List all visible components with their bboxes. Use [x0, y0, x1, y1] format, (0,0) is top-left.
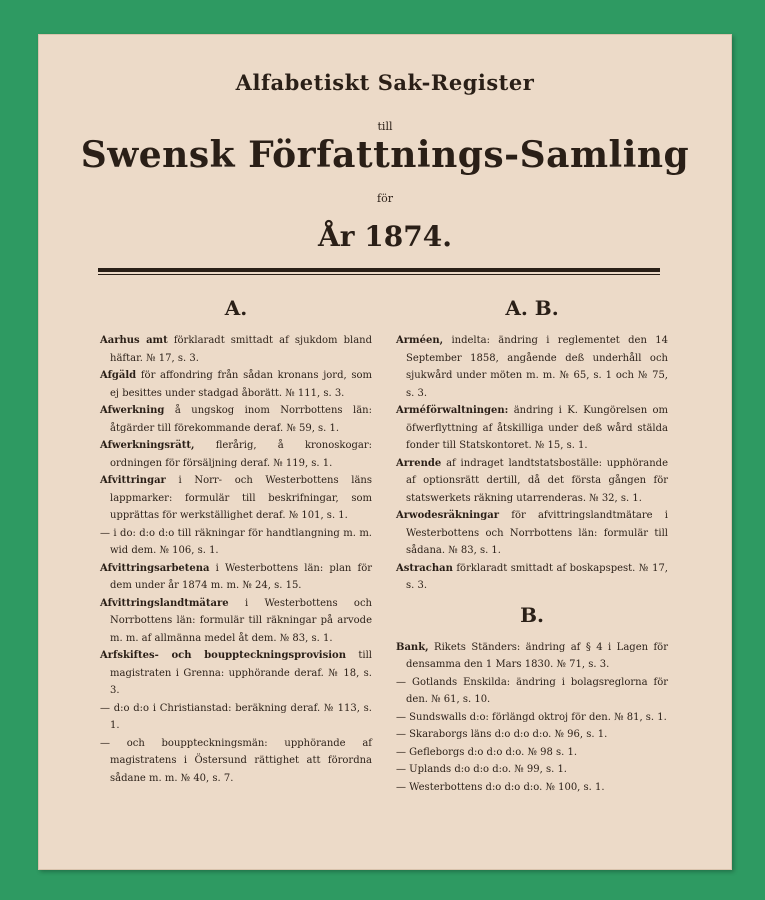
index-entry: [100, 332, 372, 367]
index-entry: [396, 455, 668, 508]
for-word: för: [377, 192, 393, 205]
entry-text: i Westerbottens län: plan för dem under år 1874 m. m. № 24, s. 15.: [110, 562, 372, 591]
index-entry: [396, 674, 668, 709]
entry-text: flerårig, å kronoskogar: ordningen för försäljning deraf. № 119, s. 1.: [110, 440, 372, 469]
header-rule-thin: [98, 274, 660, 275]
entry-text: — Skaraborgs läns d:o d:o d:o. № 96, s. 1.: [396, 729, 608, 740]
index-entry: [396, 560, 668, 595]
entry-keyword: Bank,: [396, 641, 429, 653]
entry-text: Rikets Ständers: ändring af § 4 i Lagen för densamma den 1 Mars 1830. № 71, s. 3.: [406, 641, 668, 670]
entry-text: å ungskog inom Norrbottens län: åtgärder till förekommande deraf. № 59, s. 1.: [110, 405, 372, 434]
entry-keyword: Arwodesräkningar: [396, 510, 500, 521]
index-entry: [100, 700, 372, 735]
entry-keyword: Afwerkning: [100, 405, 165, 416]
entry-text: förklaradt smittadt af sjukdom bland häftar. № 17, s. 3.: [110, 335, 372, 364]
entry-text: förklaradt smittadt af boskapspest. № 17, s. 3.: [406, 562, 668, 591]
entry-keyword: Arméförwaltningen:: [396, 405, 509, 416]
index-entry: [100, 595, 372, 648]
right-entries-b: [396, 639, 668, 797]
index-entry: [396, 761, 668, 779]
entry-text: — Uplands d:o d:o d:o. № 99, s. 1.: [396, 764, 567, 775]
index-entry: [396, 744, 668, 762]
left-column: [100, 294, 372, 787]
entry-keyword: Afwerkningsrätt,: [100, 440, 195, 451]
index-entry: [396, 709, 668, 727]
entry-text: indelta: ändring i reglementet den 14 September 1858, angående deß underhåll och sjukwård under möten m. m. № 65, s. 1 och № 75, s. 3.: [406, 335, 668, 399]
left-entries: [100, 332, 372, 787]
entry-text: — Sundswalls d:o: förlängd oktroj för den. № 81, s. 1.: [396, 711, 667, 723]
entry-keyword: Arfskiftes- och bouppteckningsprovision: [100, 650, 346, 661]
index-entry: [100, 560, 372, 595]
entry-keyword: Afvittringsarbetena: [100, 562, 210, 574]
section-letter-b: B.: [520, 602, 544, 627]
right-entries: [396, 332, 668, 595]
index-entry: [396, 507, 668, 560]
index-entry: [396, 402, 668, 455]
index-entry: [100, 437, 372, 472]
collection-title: Swensk Författnings-Samling: [80, 134, 690, 176]
entry-keyword: Afvittringslandtmätare: [100, 597, 229, 609]
index-entry: [100, 525, 372, 560]
entry-text: — Gotlands Enskilda: ändring i bolagsreglorna för den. № 61, s. 10.: [396, 676, 668, 705]
entry-text: för affondring från sådan kronans jord, som ej besittes under stadgad åborätt. № 111, s. 3.: [110, 370, 372, 399]
entry-text: för afvittringslandtmätare i Westerbottens och Norrbottens län: formulär till sådana. № 83, s. 1.: [406, 510, 668, 556]
entry-text: — d:o d:o i Christianstad: beräkning deraf. № 113, s. 1.: [100, 702, 372, 731]
right-column: [396, 294, 668, 796]
entry-keyword: Arrende: [396, 457, 442, 469]
till-word: till: [377, 120, 393, 133]
index-entry: [100, 735, 372, 788]
entry-keyword: Astrachan: [396, 562, 453, 574]
entry-keyword: Aarhus amt: [100, 335, 168, 346]
entry-text: ändring i K. Kungörelsen om öfwerflyttning af åtskilliga under deß wård stälda fonder till Statskontoret. № 15, s. 1.: [406, 405, 668, 451]
entry-keyword: Afgäld: [100, 370, 137, 381]
entry-keyword: Arméen,: [396, 335, 444, 346]
index-entry: [100, 647, 372, 700]
index-entry: [100, 402, 372, 437]
register-title: Alfabetiskt Sak-Register: [235, 70, 535, 95]
entry-text: — och bouppteckningsmän: upphörande af magistratens i Östersund rättighet att förordna sådane m. m. № 40, s. 7.: [100, 737, 372, 784]
header-rule-thick: [98, 268, 660, 272]
index-entry: [396, 726, 668, 744]
entry-keyword: Afvittringar: [100, 475, 166, 486]
index-entry: [100, 472, 372, 525]
entry-text: till magistraten i Grenna: upphörande deraf. № 18, s. 3.: [110, 650, 373, 696]
entry-text: af indraget landtstatsboställe: upphörande af optionsrätt dertill, då det första gången för statswerkets räkning utarrenderas. № 32, s. 1.: [406, 457, 668, 504]
section-letter-a: A.: [224, 296, 248, 320]
section-letter-ab: A. B.: [505, 296, 559, 320]
index-entry: [396, 639, 668, 674]
year-heading: År 1874.: [318, 220, 452, 253]
entry-text: i Norr- och Westerbottens läns lappmarker: formulär till beskrifningar, som upprättas för werkställighet deraf. № 101, s. 1.: [110, 475, 372, 521]
entry-text: — Westerbottens d:o d:o d:o. № 100, s. 1.: [396, 781, 605, 793]
document-page: [38, 34, 732, 870]
index-entry: [396, 332, 668, 402]
index-entry: [396, 779, 668, 797]
entry-text: — Gefleborgs d:o d:o d:o. № 98 s. 1.: [396, 746, 578, 758]
index-entry: [100, 367, 372, 402]
entry-text: — i do: d:o d:o till räkningar för handtlangning m. m. wid dem. № 106, s. 1.: [100, 527, 372, 556]
entry-text: i Westerbottens och Norrbottens län: formulär till räkningar på arvode m. m. af allmänna medel åt dem. № 83, s. 1.: [110, 597, 372, 644]
